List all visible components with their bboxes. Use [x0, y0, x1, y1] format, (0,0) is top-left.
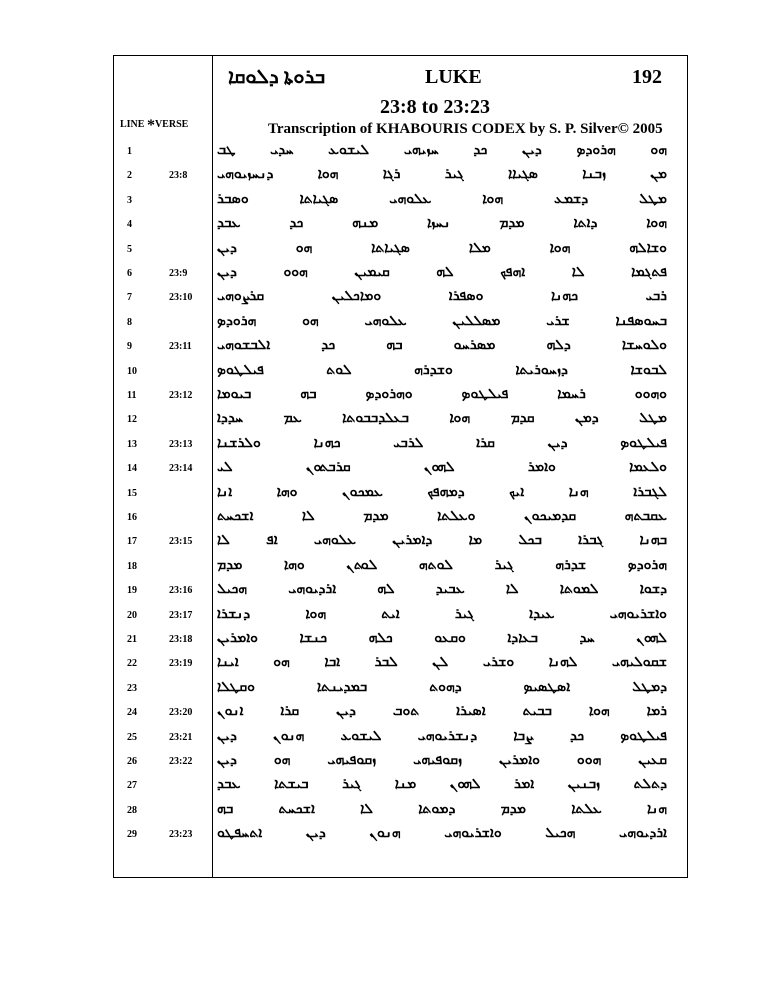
- syriac-text-line: ܠܒܘܫܐ ܕܙܚܘܪܝܬܐ ܘܫܕܪܗ ܠܘܬ ܦܝܠܛܘܤ: [217, 361, 667, 378]
- transcription-row: [113, 677, 688, 701]
- line-column-label: LINE: [120, 119, 145, 130]
- transcription-row: [113, 384, 688, 408]
- transcription-row: [113, 238, 688, 262]
- line-number: 1: [127, 146, 132, 157]
- line-number: 19: [127, 585, 137, 597]
- line-number: 2: [127, 170, 132, 182]
- verse-reference: 23:16: [169, 585, 193, 597]
- verse-reference: 23:17: [169, 609, 193, 621]
- line-number: 21: [127, 634, 137, 645]
- transcription-row: [113, 286, 688, 310]
- line-number: 27: [127, 780, 137, 792]
- line-number: 6: [127, 268, 132, 279]
- syriac-text-line: ܕܫܘܐ ܠܡܘܬܐ ܠܐ ܥܒܝܕ ܠܗ ܐܪܕܝܘܗܝ ܗܟܝܠ: [217, 581, 667, 598]
- transcription-row: [113, 506, 688, 530]
- transcription-row: [113, 604, 688, 628]
- syriac-text-line: ܥܩܒܬܗ ܩܕܡܝܟܘܢ ܘܥܠܬܐ ܡܕܡ ܠܐ ܐܫܟܚܬ: [217, 508, 667, 524]
- transcription-row: [113, 311, 688, 335]
- transcription-row: [113, 652, 688, 676]
- line-number: 7: [127, 292, 132, 304]
- line-number: 15: [127, 487, 137, 499]
- line-number: 5: [127, 243, 132, 255]
- transcription-row: [113, 530, 688, 554]
- transcription-row: [113, 823, 688, 847]
- verse-reference: 23:19: [169, 658, 193, 670]
- transcription-row: [113, 701, 688, 725]
- line-number: 10: [127, 365, 137, 377]
- verse-reference: 23:11: [169, 341, 192, 353]
- verse-reference: 23:14: [169, 463, 193, 475]
- syriac-text-line: ܦܝܠܛܘܤ ܕܝܢ ܩܪܐ ܠܪܒܝ ܟܗܢܐ ܘܠܪܫܢܐ: [217, 434, 667, 451]
- line-number: 18: [127, 560, 137, 572]
- syriac-text-line: ܘܫܐܠܗ ܗܘܐ ܡܠܐ ܤܓܝܐܬܐ ܗܘ ܕܝܢ: [217, 239, 667, 256]
- syriac-text-line: ܡܛܠ ܕܫܡܥ ܗܘܐ ܥܠܘܗܝ ܤܓܝܐܬܐ ܘܤܒܪ: [217, 190, 667, 207]
- verse-reference: 23:10: [169, 292, 193, 304]
- verse-column-label: VERSE: [154, 119, 189, 130]
- syriac-text-line: ܪܡܐ ܗܘܐ ܒܒܝܬ ܐܤܝܪܐ ܬܘܒ ܕܝܢ ܩܪܐ ܐܢܘܢ: [217, 703, 667, 720]
- verse-reference: 23:12: [169, 390, 193, 401]
- transcription-row: [113, 628, 688, 652]
- verse-reference: 23:20: [169, 707, 193, 719]
- transcription-row: [113, 360, 688, 384]
- transcription-row: [113, 750, 688, 774]
- verse-reference: 23:9: [169, 268, 188, 279]
- transcription-row: [113, 482, 688, 506]
- syriac-text-line: ܘܠܥܡܐ ܘܐܡܪ ܠܗܘܢ ܩܪܒܬܘܢ ܠܝ: [217, 459, 667, 476]
- line-number: 13: [127, 438, 137, 450]
- line-number: 17: [127, 536, 137, 548]
- syriac-text-line: ܘܠܘܚܫܐ ܕܠܗ ܡܤܪܚܘ ܒܗ ܟܕ ܐܠܒܫܘܗܝ: [217, 337, 667, 354]
- line-number: 14: [127, 463, 137, 475]
- syriac-text-line: ܩܥܝܢ ܗܘܘ ܘܐܡܪܝܢ ܙܩܘܦܝܗܝ ܙܩܘܦܝܗܝ ܗܘ ܕܝܢ: [217, 752, 667, 768]
- syriac-text-line: ܡܛܠ ܕܡܢ ܩܕܡ ܗܘܐ ܒܥܠܕܒܒܘܬܐ ܥܡ ܚܕܕܐ: [217, 410, 667, 427]
- verse-reference: 23:15: [169, 536, 193, 548]
- column-header: [120, 114, 188, 132]
- line-number: 9: [127, 341, 132, 353]
- line-number: 20: [127, 609, 137, 621]
- page-number: 192: [632, 66, 662, 88]
- syriac-text-line: ܗܪܘܕܤ ܫܕܪܗ ܓܝܪ ܠܘܬܗ ܠܘܬܢ ܘܗܐ ܡܕܡ: [217, 556, 667, 573]
- syriac-text-line: ܒܚܘܤܦܢܐ ܫܪܝ ܡܤܠܠܝܢ ܥܠܘܗܝ ܗܘ ܗܪܘܕܤ: [217, 312, 667, 329]
- line-number: 25: [127, 731, 137, 743]
- transcription-credit: Transcription of KHABOURIS CODEX by S. P. Silver© 2005: [268, 121, 663, 137]
- verse-reference: 23:21: [169, 731, 193, 743]
- transcription-row: [113, 726, 688, 750]
- transcription-row: [113, 140, 688, 164]
- verse-reference: 23:22: [169, 756, 193, 767]
- syriac-text-line: ܘܐܫܪܝܘܗܝ ܥܝܕܐ ܓܝܪ ܐܝܬ ܗܘܐ ܕܢܫܪܐ: [217, 605, 667, 622]
- transcription-row: [113, 262, 688, 286]
- transcription-row: [113, 579, 688, 603]
- verse-reference: 23:23: [169, 829, 193, 841]
- syriac-text-line: ܦܝܠܛܘܤ ܟܕ ܨܒܐ ܕܢܫܪܝܘܗܝ ܠܝܫܘܥ ܗܢܘܢ ܕܝܢ: [217, 727, 667, 744]
- syriac-text-line: ܦܬܓܡܐ ܠܐ ܐܗܦܟ ܠܗ ܩܝܡܝܢ ܗܘܘ ܕܝܢ: [217, 264, 667, 280]
- verse-range: 23:8 to 23:23: [380, 96, 490, 118]
- syriac-text-line: ܘܗܘܘ ܪܚܡܐ ܦܝܠܛܘܤ ܘܗܪܘܕܤ ܒܗ ܒܝܘܡܐ: [217, 386, 667, 402]
- syriac-text-line: ܫܩܘܠܝܗܝ ܠܗܢܐ ܘܫܪܝ ܠܢ ܠܒܪ ܐܒܐ ܗܘ ܐܝܢܐ: [217, 654, 667, 671]
- line-number: 29: [127, 829, 137, 841]
- line-number: 4: [127, 219, 132, 231]
- line-number: 24: [127, 707, 137, 719]
- syriac-text-line: ܗܘ ܗܪܘܕܤ ܕܝܢ ܟܕ ܚܙܝܗܝ ܠܝܫܘܥ ܚܕܝ ܛܒ: [217, 142, 667, 158]
- verse-reference: 23:13: [169, 438, 193, 450]
- line-number: 23: [127, 682, 137, 694]
- transcription-row: [113, 408, 688, 432]
- syriac-book-title: ܒܪܘܬܐ ܕܠܘܩܐ: [228, 66, 326, 88]
- syriac-text-line: ܪܒܝ ܟܗܢܐ ܘܤܦܪܐ ܘܡܐܟܠܝܢ ܩܪܨܘܗܝ: [217, 288, 667, 305]
- syriac-text-line: ܗܘܐ ܕܐܬܐ ܡܕܡ ܢܚܙܐ ܡܢܗ ܟܕ ܥܒܕ: [217, 215, 667, 232]
- syriac-text-line: ܠܗܘܢ ܚܕ ܒܥܐܕܐ ܘܩܥܘ ܟܠܗ ܟܢܫܐ ܘܐܡܪܝܢ: [217, 630, 667, 646]
- syriac-text-line: ܒܗܢܐ ܓܒܪܐ ܒܟܠ ܡܐ ܕܐܡܪܝܢ ܥܠܘܗܝ ܐܦ ܠܐ: [217, 532, 667, 549]
- syriac-text-line: ܕܬܠܬ ܙܒܢܝܢ ܐܡܪ ܠܗܘܢ ܡܢܐ ܓܝܪ ܒܝܫܬܐ ܥܒܕ: [217, 776, 667, 793]
- line-number: 8: [127, 316, 132, 328]
- line-number: 16: [127, 512, 137, 523]
- transcription-row: [113, 555, 688, 579]
- line-number: 3: [127, 194, 132, 206]
- transcription-row: [113, 335, 688, 359]
- syriac-text-line: ܐܪܕܝܘܗܝ ܗܟܝܠ ܘܐܫܪܝܘܗܝ ܗܢܘܢ ܕܝܢ ܐܬܚܦܛܘ: [217, 825, 667, 842]
- transcription-row: [113, 799, 688, 823]
- verse-reference: 23:18: [169, 634, 193, 645]
- book-name: LUKE: [425, 66, 482, 88]
- star-marker: *: [146, 117, 155, 134]
- transcription-row: [113, 433, 688, 457]
- line-number: 22: [127, 658, 137, 670]
- line-number: 12: [127, 414, 137, 426]
- line-number: 11: [127, 390, 137, 401]
- syriac-text-line: ܡܢ ܙܒܢܐ ܤܓܝܐܐ ܓܝܪ ܪܓܐ ܗܘܐ ܕܢܚܙܝܘܗܝ: [217, 166, 667, 183]
- syriac-text-line: ܗܢܐ ܥܠܬܐ ܡܕܡ ܕܡܘܬܐ ܠܐ ܐܫܟܚܬ ܒܗ: [217, 800, 667, 817]
- transcription-row: [113, 774, 688, 798]
- syriac-text-line: ܕܡܛܠ ܐܤܛܤܝܤ ܕܗܘܬ ܒܡܕܝܢܬܐ ܘܩܛܠܐ: [217, 678, 667, 695]
- line-number: 26: [127, 756, 137, 767]
- transcription-row: [113, 189, 688, 213]
- transcription-row: [113, 457, 688, 481]
- verse-reference: 23:8: [169, 170, 188, 182]
- line-number: 28: [127, 804, 137, 816]
- transcription-row: [113, 213, 688, 237]
- transcription-row: [113, 164, 688, 188]
- syriac-text-line: ܠܓܒܪܐ ܗܢܐ ܐܝܟ ܕܡܗܦܟ ܥܡܟܘܢ ܘܗܐ ܐܢܐ: [217, 483, 667, 500]
